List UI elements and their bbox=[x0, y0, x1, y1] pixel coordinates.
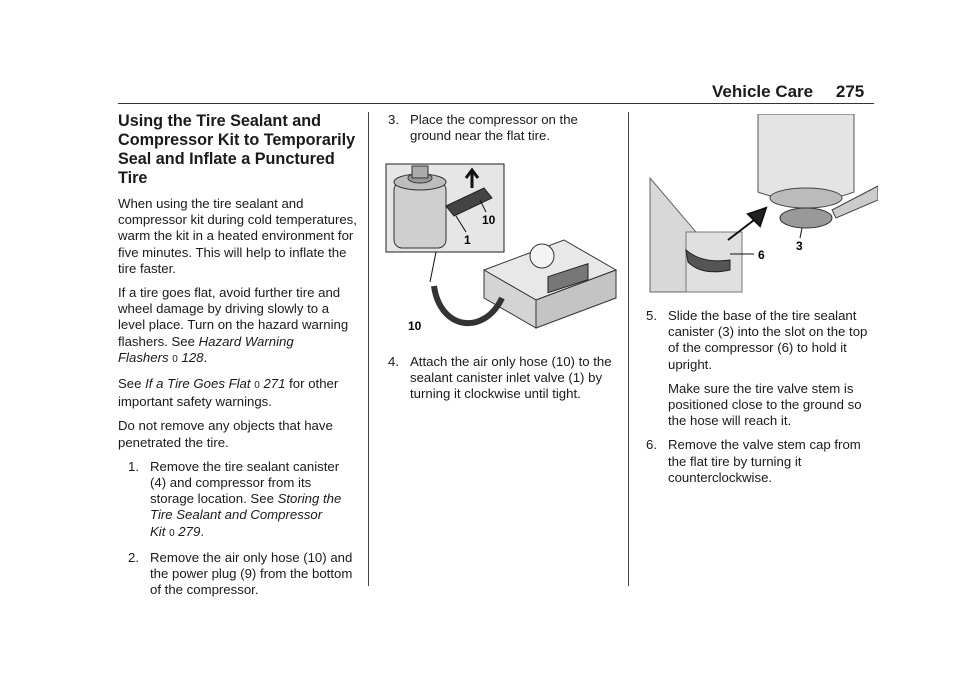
section-title: Vehicle Care bbox=[712, 82, 814, 101]
step-text bbox=[150, 459, 358, 542]
text: If a tire goes flat, avoid further tire and wheel damage by driving slowly to a level place. Turn on the hazard warning flashers. See bbox=[118, 285, 349, 349]
step-note: Make sure the tire valve stem is positioned close to the ground so the hose will reach it. bbox=[668, 380, 862, 429]
step-text: Attach the air only hose (10) to the sealant canister inlet valve (1) by turning it clockwise until tight. bbox=[410, 354, 612, 402]
column-divider bbox=[628, 112, 629, 586]
step-text: Remove the valve stem cap from the flat tire by turning it counterclockwise. bbox=[668, 437, 861, 485]
text: Remove the tire sealant canister (4) and compressor from its storage location. See bbox=[150, 458, 340, 507]
text: See bbox=[118, 376, 146, 392]
compressor-hose-illustration bbox=[384, 160, 620, 344]
canister-body bbox=[394, 182, 446, 248]
section-heading: Using the Tire Sealant and Compressor Kit to Temporarily Seal and Inflate a Punctured Tire bbox=[118, 112, 356, 187]
text: . bbox=[200, 523, 204, 539]
step-number: 2. bbox=[128, 549, 139, 565]
callout-label: 10 bbox=[408, 319, 422, 333]
step-number: 4. bbox=[388, 354, 399, 369]
cross-ref-page[interactable]: 271 bbox=[263, 376, 286, 392]
cross-ref-link[interactable]: Hazard Warning Flashers bbox=[118, 333, 294, 365]
column-2-lower bbox=[388, 354, 616, 411]
canister-base bbox=[770, 188, 842, 208]
list-item bbox=[388, 354, 616, 403]
page-header bbox=[712, 82, 864, 102]
leader-line bbox=[430, 252, 436, 282]
step-number: 3. bbox=[388, 112, 399, 127]
step-text: Remove the air only hose (10) and the power plug (9) from the bottom of the compressor. bbox=[150, 549, 353, 598]
column-divider bbox=[368, 112, 369, 586]
callout-label: 1 bbox=[464, 233, 471, 247]
cross-ref-page[interactable]: 128 bbox=[181, 349, 204, 365]
cross-ref-page[interactable]: 279 bbox=[178, 523, 201, 539]
page-ref-symbol: 0 bbox=[172, 353, 178, 365]
page-number: 275 bbox=[835, 82, 865, 101]
text: . bbox=[203, 349, 208, 365]
list-item bbox=[646, 437, 878, 486]
canister-valve bbox=[412, 166, 428, 178]
callout-label: 10 bbox=[482, 213, 496, 227]
page-ref-symbol: 0 bbox=[254, 380, 260, 392]
canister-nozzle bbox=[780, 208, 832, 228]
column-1 bbox=[118, 112, 358, 606]
step-text: Slide the base of the tire sealant canister (3) into the slot on the top of the compressor (6) to hold it upright. bbox=[668, 308, 868, 372]
paragraph: When using the tire sealant and compressor kit during cold temperatures, warm the kit in a heated environment for five minutes. This will help to inflate the tire faster. bbox=[118, 196, 357, 276]
step-text: Place the compressor on the ground near the flat tire. bbox=[410, 112, 578, 144]
page-ref-symbol: 0 bbox=[169, 527, 175, 539]
pressure-gauge-icon bbox=[530, 244, 554, 268]
text: for other important safety warnings. bbox=[118, 376, 339, 410]
list-item bbox=[118, 550, 358, 599]
column-3 bbox=[646, 308, 878, 494]
step-number: 1. bbox=[128, 458, 139, 474]
callout-label: 3 bbox=[796, 239, 803, 253]
canister-slot-illustration bbox=[646, 114, 878, 294]
list-item bbox=[646, 308, 878, 373]
header-rule bbox=[118, 103, 874, 104]
callout-label: 6 bbox=[758, 248, 765, 262]
paragraph bbox=[118, 376, 358, 410]
cross-ref-link[interactable]: Storing the Tire Sealant and Compressor Kit bbox=[150, 491, 342, 539]
paragraph bbox=[118, 285, 358, 368]
list-item bbox=[388, 112, 616, 144]
column-2 bbox=[388, 112, 616, 152]
step-number: 6. bbox=[646, 437, 657, 453]
cross-ref-link[interactable]: If a Tire Goes Flat bbox=[145, 376, 251, 392]
paragraph: Do not remove any objects that have penetrated the tire. bbox=[118, 418, 333, 450]
step-number: 5. bbox=[646, 308, 657, 323]
list-item bbox=[118, 459, 358, 542]
